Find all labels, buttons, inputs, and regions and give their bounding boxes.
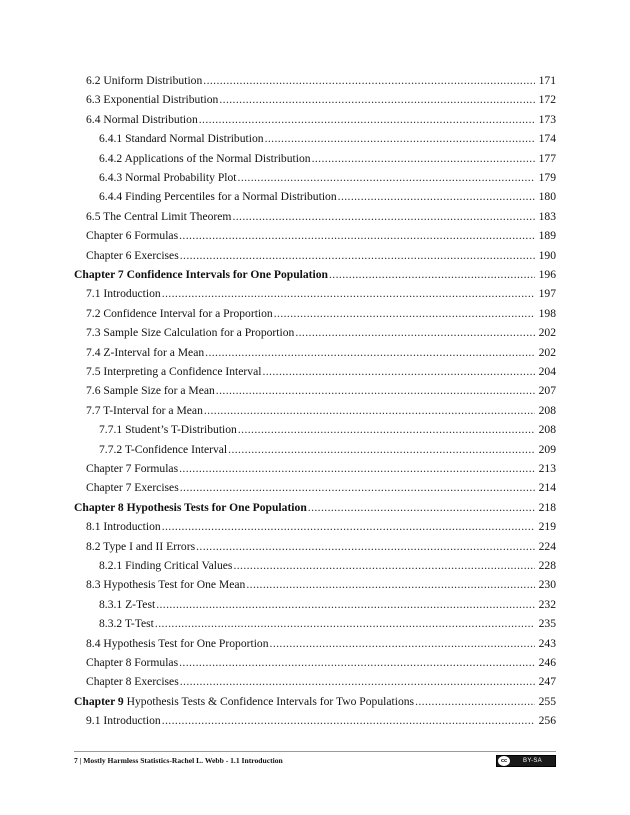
toc-entry-text: 8.3 Hypothesis Test for One Mean	[86, 578, 246, 592]
toc-entry-text: 8.3.1 Z-Test	[99, 597, 156, 611]
toc-entry[interactable]	[86, 343, 556, 362]
toc-entry[interactable]	[99, 595, 556, 614]
toc-entry[interactable]	[86, 517, 556, 536]
toc-entry-text: 7.1 Introduction	[86, 287, 161, 301]
toc-entry-title	[86, 381, 215, 400]
toc-entry-title	[86, 517, 161, 536]
toc-page-number: 202	[538, 326, 556, 340]
dot-leader	[196, 537, 535, 556]
toc-entry-title	[86, 634, 269, 653]
dot-leader	[179, 226, 535, 245]
dot-leader	[162, 284, 535, 303]
toc-entry-text: Hypothesis Tests & Confidence Intervals for Two Populations	[123, 694, 415, 708]
dot-leader	[338, 187, 535, 206]
dot-leader	[216, 381, 535, 400]
toc-entry[interactable]	[99, 440, 556, 459]
creative-commons-icon: cc	[498, 756, 510, 766]
toc-entry-text: 7.5 Interpreting a Confidence Interval	[86, 365, 262, 378]
toc-entry-title	[86, 71, 202, 90]
toc-entry-title	[99, 129, 264, 148]
toc-page-number: 224	[538, 539, 556, 553]
dot-leader	[199, 110, 535, 129]
toc-entry-text: 8.4 Hypothesis Test for One Proportion	[86, 636, 269, 650]
footer-text: 7 | Mostly Harmless Statistics-Rachel L. Webb - 1.1 Introduction	[74, 756, 283, 765]
toc-entry-title	[99, 149, 311, 168]
toc-entry[interactable]	[86, 246, 556, 265]
toc-entry-title	[86, 110, 198, 129]
toc-entry[interactable]	[86, 478, 556, 497]
toc-entry-text: 8.3.2 T-Test	[99, 617, 154, 631]
dot-leader	[203, 71, 535, 90]
dot-leader	[219, 90, 535, 109]
toc-page-number: 196	[538, 268, 556, 281]
toc-entry[interactable]	[86, 207, 556, 226]
toc-entry[interactable]	[86, 304, 556, 323]
dot-leader	[308, 498, 535, 517]
toc-page-number: 204	[538, 365, 556, 378]
toc-entry-title	[99, 595, 155, 614]
toc-page-number: 243	[538, 636, 556, 650]
toc-entry[interactable]	[86, 459, 556, 478]
toc-entry[interactable]	[86, 401, 556, 420]
toc-entry-text: 7.2 Confidence Interval for a Proportion	[86, 306, 273, 320]
toc-entry-text: 8.1 Introduction	[86, 520, 161, 534]
toc-page-number: 172	[538, 93, 556, 107]
toc-page-number: 197	[538, 287, 556, 301]
toc-entry-text: 6.4 Normal Distribution	[86, 112, 198, 126]
toc-page-number: 198	[538, 306, 556, 320]
toc-entry-title	[86, 401, 203, 420]
toc-entry-text: 6.5 The Central Limit Theorem	[86, 209, 232, 223]
dot-leader	[274, 304, 535, 323]
toc-entry[interactable]	[86, 226, 556, 245]
dot-leader	[179, 459, 535, 478]
toc-page-number: 207	[538, 384, 556, 398]
toc-page-number: 255	[538, 694, 556, 708]
dot-leader	[156, 595, 535, 614]
toc-entry[interactable]	[86, 634, 556, 653]
toc-entry-title	[99, 556, 232, 575]
dot-leader	[329, 265, 535, 284]
toc-entry-title	[99, 187, 337, 206]
toc-entry-text: 8.2 Type I and II Errors	[86, 539, 196, 553]
toc-entry-title	[99, 614, 154, 633]
toc-entry-text: 7.7.2 T-Confidence Interval	[99, 442, 228, 456]
toc-entry[interactable]	[99, 187, 556, 206]
toc-entry-text: 6.2 Uniform Distribution	[86, 74, 203, 87]
toc-chapter-label: Chapter 7 Confidence Intervals for One Population	[74, 268, 328, 281]
page-footer	[74, 751, 556, 772]
toc-entry-text: 9.1 Introduction	[86, 714, 161, 728]
toc-page-number: 218	[538, 500, 556, 514]
toc-entry-text: Chapter 8 Exercises	[86, 675, 179, 689]
dot-leader	[180, 672, 535, 691]
toc-entry-title	[86, 459, 178, 478]
toc-entry-title	[86, 478, 179, 497]
toc-page-number: 247	[538, 675, 556, 689]
toc-entry-text: 6.3 Exponential Distribution	[86, 93, 219, 107]
toc-entry[interactable]	[86, 110, 556, 129]
toc-page-number: 177	[538, 151, 556, 165]
toc-entry[interactable]	[86, 711, 556, 730]
toc-page-number: 171	[538, 74, 556, 87]
toc-entry[interactable]	[99, 129, 556, 148]
dot-leader	[228, 440, 535, 459]
toc-entry-text: 7.4 Z-Interval for a Mean	[86, 345, 205, 359]
toc-page-number: 174	[538, 132, 556, 146]
dot-leader	[232, 207, 535, 226]
dot-leader	[205, 343, 535, 362]
toc-entry[interactable]	[99, 614, 556, 633]
toc-entry-title	[99, 168, 237, 187]
dot-leader	[295, 323, 535, 342]
dot-leader	[180, 478, 535, 497]
toc-page-number: 202	[538, 345, 556, 359]
toc-entry[interactable]	[86, 537, 556, 556]
toc-entry-title	[86, 323, 294, 342]
toc-entry-title	[86, 226, 178, 245]
dot-leader	[238, 168, 535, 187]
dot-leader	[262, 362, 535, 381]
toc-entry[interactable]	[99, 168, 556, 187]
toc-entry-text: Chapter 6 Formulas	[86, 229, 179, 243]
toc-page-number: 246	[538, 656, 556, 669]
dot-leader	[179, 653, 535, 672]
toc-entry-text: Chapter 7 Formulas	[86, 462, 179, 475]
toc-entry-text: 6.4.2 Applications of the Normal Distribution	[99, 151, 311, 165]
toc-entry[interactable]	[86, 672, 556, 691]
toc-entry-text: Chapter 7 Exercises	[86, 481, 179, 495]
toc-page-number: 213	[538, 462, 556, 475]
dot-leader	[265, 129, 535, 148]
toc-entry[interactable]	[86, 575, 556, 594]
toc-page-number: 208	[538, 403, 556, 417]
toc-page-number: 190	[538, 248, 556, 262]
toc-entry-title	[86, 711, 161, 730]
toc-page-number: 256	[538, 714, 556, 728]
toc-entry-text: 8.2.1 Finding Critical Values	[99, 559, 233, 572]
toc-entry-title	[86, 672, 179, 691]
toc-entry[interactable]	[86, 362, 556, 381]
toc-entry-title	[86, 537, 195, 556]
dot-leader	[312, 149, 535, 168]
toc-entry-text: Chapter 8 Formulas	[86, 656, 179, 669]
toc-entry-title	[86, 246, 179, 265]
dot-leader	[246, 575, 535, 594]
toc-entry[interactable]	[86, 653, 556, 672]
license-badge[interactable]	[496, 755, 556, 767]
dot-leader	[162, 517, 535, 536]
toc-entry-text: 7.3 Sample Size Calculation for a Proportion	[86, 326, 295, 340]
toc-entry-text: 6.4.3 Normal Probability Plot	[99, 171, 237, 184]
toc-entry[interactable]	[99, 149, 556, 168]
toc-entry-title	[86, 362, 261, 381]
toc-entry[interactable]	[74, 498, 556, 517]
toc-page-number: 179	[538, 171, 556, 184]
toc-page-number: 219	[538, 520, 556, 534]
toc-entry-title	[86, 575, 245, 594]
toc-page-number: 173	[538, 112, 556, 126]
toc-entry-text: 7.7.1 Student’s T-Distribution	[99, 423, 237, 437]
toc-entry[interactable]	[86, 90, 556, 109]
dot-leader	[155, 614, 535, 633]
toc-chapter-label: Chapter 8 Hypothesis Tests for One Population	[74, 500, 307, 514]
toc-page-number: 232	[538, 597, 556, 611]
toc-entry-text: 7.6 Sample Size for a Mean	[86, 384, 215, 398]
dot-leader	[238, 420, 535, 439]
toc-entry[interactable]	[86, 381, 556, 400]
toc-page-number: 183	[538, 209, 556, 223]
dot-leader	[162, 711, 535, 730]
toc-page-number: 208	[538, 423, 556, 437]
dot-leader	[270, 634, 535, 653]
toc-entry-text: 7.7 T-Interval for a Mean	[86, 403, 203, 417]
toc-entry-title	[86, 343, 204, 362]
toc-entry-title	[74, 692, 414, 711]
toc-entry-text: 6.4.1 Standard Normal Distribution	[99, 132, 264, 146]
toc-entry[interactable]	[74, 692, 556, 711]
toc-entry-title	[86, 90, 218, 109]
toc-entry-title	[74, 498, 307, 517]
toc-page-number: 235	[538, 617, 556, 631]
toc-page-number: 189	[538, 229, 556, 243]
toc-entry[interactable]	[86, 323, 556, 342]
toc-entry[interactable]	[99, 420, 556, 439]
toc-entry[interactable]	[99, 556, 556, 575]
toc-entry-title	[86, 284, 161, 303]
dot-leader	[204, 401, 535, 420]
toc-entry[interactable]	[86, 284, 556, 303]
toc-entry-text: Chapter 6 Exercises	[86, 248, 179, 262]
dot-leader	[233, 556, 535, 575]
toc-page-number: 228	[538, 559, 556, 572]
toc-entry-title	[86, 304, 273, 323]
toc-entry-title	[99, 440, 227, 459]
toc-entry-title	[99, 420, 237, 439]
toc-entry[interactable]	[74, 265, 556, 284]
toc-entry-title	[86, 653, 178, 672]
toc-page-number: 230	[538, 578, 556, 592]
toc-page-number: 209	[538, 442, 556, 456]
dot-leader	[180, 246, 535, 265]
toc-page-number: 180	[538, 190, 556, 204]
toc-entry[interactable]	[86, 71, 556, 90]
toc-chapter-label: Chapter 9	[74, 694, 124, 708]
toc-page-number: 214	[538, 481, 556, 495]
toc-entry-title	[86, 207, 231, 226]
toc-entry-text: 6.4.4 Finding Percentiles for a Normal Distribution	[99, 190, 337, 204]
toc-entry-title	[74, 265, 328, 284]
dot-leader	[415, 692, 535, 711]
license-label: BY-SA	[523, 758, 542, 764]
